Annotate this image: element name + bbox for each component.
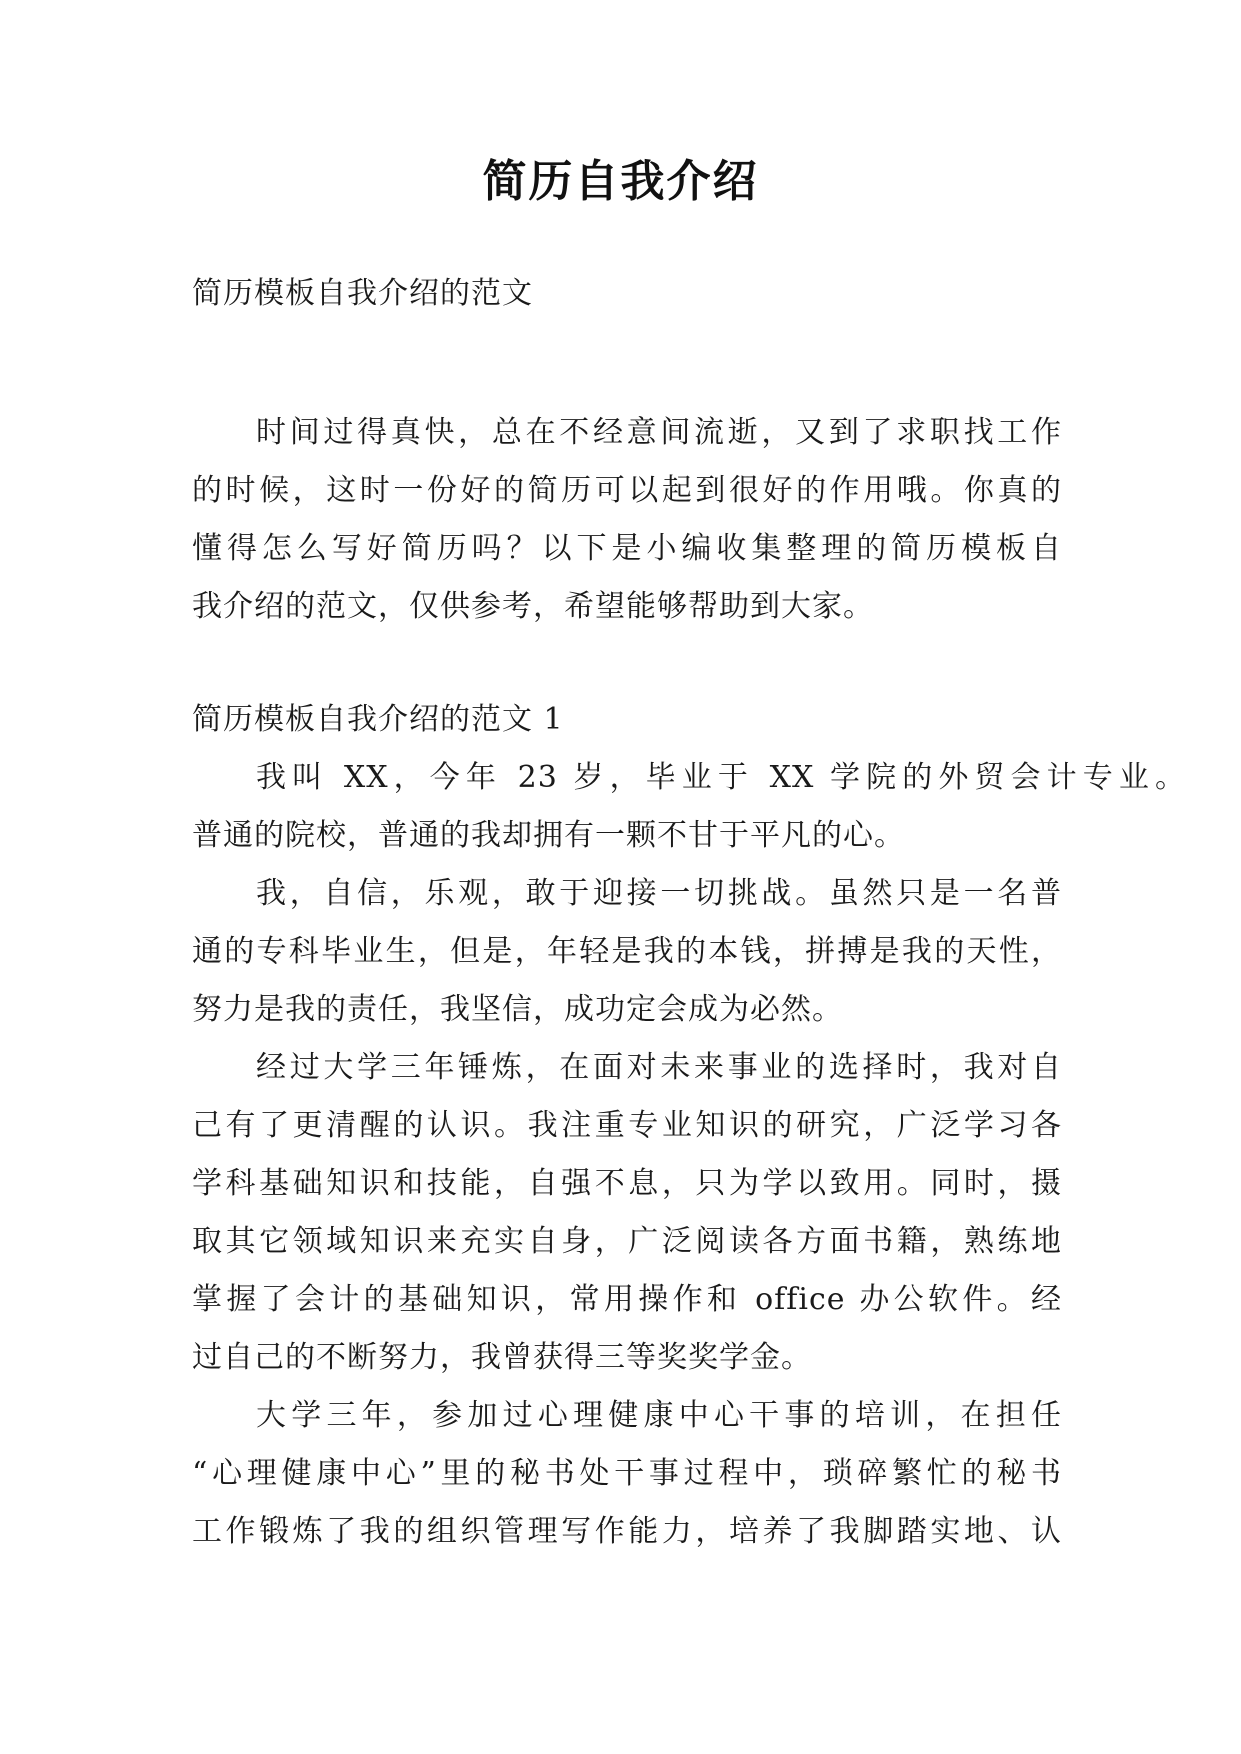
subtitle-block (192, 265, 1062, 323)
paragraph-line: 我介绍的范文，仅供参考，希望能够帮助到大家。 (192, 589, 874, 624)
paragraph-line: 掌握了会计的基础知识，常用操作和 office 办公软件。经 (192, 1282, 1062, 1317)
paragraph-line: 学科基础知识和技能，自强不息，只为学以致用。同时，摄 (192, 1166, 1062, 1201)
section-heading: 简历模板自我介绍的范文 1 (192, 702, 564, 737)
section-heading-block (192, 691, 1062, 749)
paragraph-line: 取其它领域知识来充实自身，广泛阅读各方面书籍，熟练地 (192, 1224, 1062, 1259)
paragraph-line: 通的专科毕业生，但是，年轻是我的本钱，拼搏是我的天性， (192, 934, 1062, 969)
paragraph-line: 过自己的不断努力，我曾获得三等奖奖学金。 (192, 1340, 812, 1375)
document-title: 简历自我介绍 (482, 156, 759, 207)
paragraph-1 (192, 749, 1186, 865)
document-subtitle: 简历模板自我介绍的范文 (192, 276, 533, 311)
paragraph-line: 我，自信，乐观，敢于迎接一切挑战。虽然只是一名普 (256, 876, 1062, 911)
intro-paragraph (192, 404, 1062, 636)
paragraph-line: 己有了更清醒的认识。我注重专业知识的研究，广泛学习各 (192, 1108, 1062, 1143)
paragraph-line: 经过大学三年锤炼，在面对未来事业的选择时，我对自 (256, 1050, 1062, 1085)
paragraph-line: 普通的院校，普通的我却拥有一颗不甘于平凡的心。 (192, 818, 905, 853)
paragraph-line: 我叫 XX，今年 23 岁，毕业于 XX 学院的外贸会计专业。 (256, 760, 1186, 795)
paragraph-4 (192, 1387, 1062, 1561)
paragraph-line: 工作锻炼了我的组织管理写作能力，培养了我脚踏实地、认 (192, 1514, 1062, 1549)
paragraph-line: 时间过得真快，总在不经意间流逝，又到了求职找工作 (256, 415, 1062, 450)
paragraph-line: 懂得怎么写好简历吗？以下是小编收集整理的简历模板自 (192, 531, 1062, 566)
paragraph-line: “心理健康中心”里的秘书处干事过程中，琐碎繁忙的秘书 (192, 1456, 1062, 1491)
paragraph-3 (192, 1039, 1062, 1387)
paragraph-2 (192, 865, 1062, 1039)
paragraph-line: 大学三年，参加过心理健康中心干事的培训，在担任 (256, 1398, 1062, 1433)
paragraph-line: 努力是我的责任，我坚信，成功定会成为必然。 (192, 992, 843, 1027)
paragraph-line: 的时候，这时一份好的简历可以起到很好的作用哦。你真的 (192, 473, 1062, 508)
